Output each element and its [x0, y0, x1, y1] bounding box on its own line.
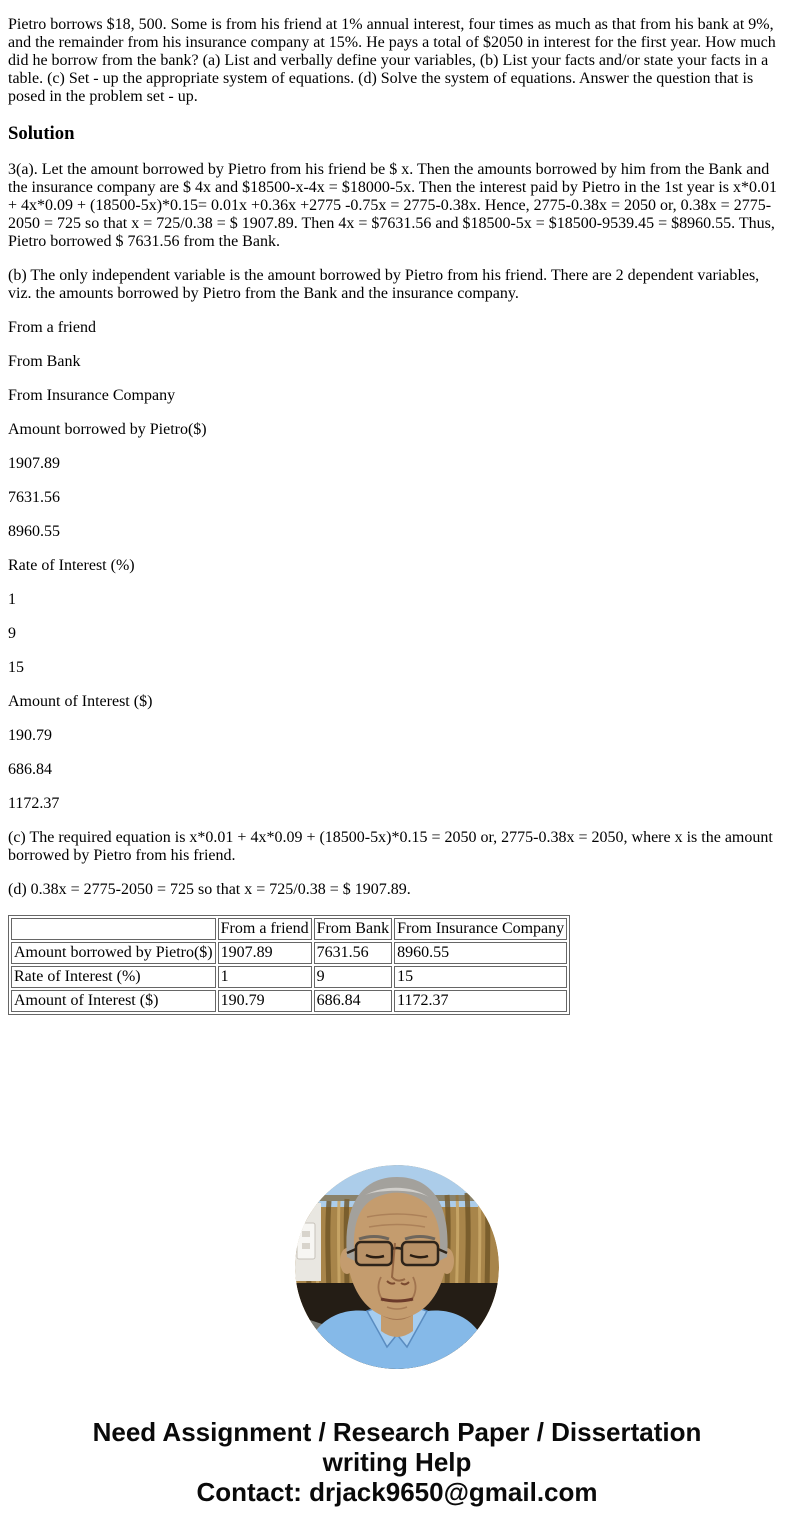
footer-banner: [8, 1417, 786, 1507]
fact-line: From Bank: [8, 353, 81, 370]
fact-line: 1172.37: [8, 795, 60, 812]
table-cell: 1907.89: [218, 942, 312, 964]
fact-line: Rate of Interest (%): [8, 557, 135, 574]
table-cell: 686.84: [314, 990, 392, 1012]
table-cell: 8960.55: [394, 942, 567, 964]
solution-part-a: 3(a). Let the amount borrowed by Pietro from his friend be $ x. Then the amounts borrowed by him from the Bank and the insurance company are $ 4x and $18500-x-4x = $18000-5x. Then the interest paid by Pietro in the 1st year is x*0.01 + 4x*0.09 + (18500-5x)*0.15= 0.01x +0.36x +2775 -0.75x = 2775-0.38x. Hence, 2775-0.38x = 2050 or, 0.38x = 2775-2050 = 725 so that x = 725/0.38 = $ 1907.89. Then 4x = $7631.56 and $18500-5x = $18500-9539.45 = $8960.55. Thus, Pietro borrowed $ 7631.56 from the Bank.: [8, 161, 777, 250]
tutor-portrait-illustration: [295, 1165, 499, 1369]
profile-photo-section: [8, 1165, 786, 1369]
table-cell: 1172.37: [394, 990, 567, 1012]
table-cell: 9: [314, 966, 392, 988]
solution-part-c: (c) The required equation is x*0.01 + 4x*0.09 + (18500-5x)*0.15 = 2050 or, 2775-0.38x = 2050, where x is the amount borrowed by Pietro from his friend.: [8, 829, 773, 864]
solution-heading: Solution: [8, 123, 75, 144]
table-row: [11, 990, 567, 1012]
table-cell: 15: [394, 966, 567, 988]
fact-line: 190.79: [8, 727, 52, 744]
table-header-row: [11, 918, 567, 940]
footer-line: Need Assignment / Research Paper / Dissertation: [92, 1417, 702, 1447]
fact-line: 7631.56: [8, 489, 60, 506]
row-label: Rate of Interest (%): [11, 966, 216, 988]
document-page: [8, 16, 786, 1507]
facts-table: [8, 915, 570, 1015]
fact-line: 8960.55: [8, 523, 60, 540]
table-row: [11, 942, 567, 964]
footer-contact-email: Contact: drjack9650@gmail.com: [196, 1477, 598, 1507]
row-label: Amount of Interest ($): [11, 990, 216, 1012]
fact-line: 15: [8, 659, 24, 676]
fact-line: From a friend: [8, 319, 96, 336]
table-header-cell: From a friend: [218, 918, 312, 940]
footer-line: writing Help: [322, 1447, 472, 1477]
fact-line: 686.84: [8, 761, 52, 778]
table-header-cell: [11, 918, 216, 940]
table-cell: 190.79: [218, 990, 312, 1012]
fact-line: 1907.89: [8, 455, 60, 472]
profile-photo: [295, 1165, 499, 1369]
table-cell: 1: [218, 966, 312, 988]
table-header-cell: From Insurance Company: [394, 918, 567, 940]
table-header-cell: From Bank: [314, 918, 392, 940]
fact-line: 9: [8, 625, 16, 642]
table-row: [11, 966, 567, 988]
solution-part-b: (b) The only independent variable is the amount borrowed by Pietro from his friend. There are 2 dependent variables, viz. the amounts borrowed by Pietro from the Bank and the insurance company.: [8, 267, 760, 302]
fact-line: 1: [8, 591, 16, 608]
problem-statement: Pietro borrows $18, 500. Some is from his friend at 1% annual interest, four times as much as that from his bank at 9%, and the remainder from his insurance company at 15%. He pays a total of $2050 in interest for the first year. How much did he borrow from the bank? (a) List and verbally define your variables, (b) List your facts and/or state your facts in a table. (c) Set - up the appropriate system of equations. (d) Solve the system of equations. Answer the question that is posed in the problem set - up.: [8, 16, 776, 105]
fact-line: Amount borrowed by Pietro($): [8, 421, 207, 438]
solution-part-d: (d) 0.38x = 2775-2050 = 725 so that x = 725/0.38 = $ 1907.89.: [8, 881, 411, 898]
row-label: Amount borrowed by Pietro($): [11, 942, 216, 964]
fact-line: From Insurance Company: [8, 387, 176, 404]
table-cell: 7631.56: [314, 942, 392, 964]
fact-line: Amount of Interest ($): [8, 693, 153, 710]
